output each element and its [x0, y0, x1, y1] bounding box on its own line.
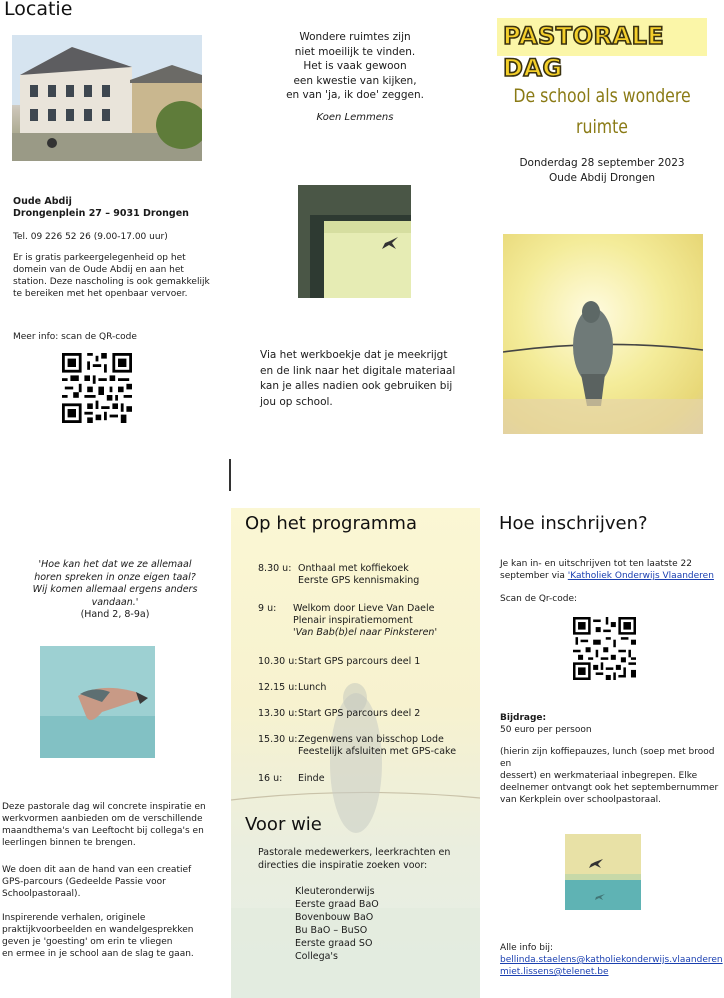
inclusief-line: deelnemer ontvangt ook het septembernummer [500, 783, 719, 793]
locatie-heading: Locatie [4, 0, 73, 20]
quote-author: Koen Lemmens [316, 111, 394, 123]
inschrijven-line: september via [500, 571, 568, 581]
alle-info-text: Alle info bij: [500, 943, 554, 953]
intro-line: Deze pastorale dag wil concrete inspiratie en [2, 802, 206, 812]
bible-line: 'Hoe kan het dat we ze allemaal [38, 559, 192, 570]
voorwie-intro-line: directies die inspiratie zoeken voor: [258, 860, 428, 871]
bijdrage-value: 50 euro per persoon [500, 725, 592, 735]
scan-text: Scan de Qr-code: [500, 594, 578, 604]
bird-sea-painting [565, 834, 641, 910]
programma-time: 8.30 u: [258, 563, 292, 574]
bijdrage-label: Bijdrage: [500, 713, 547, 723]
werkboekje-line: en de link naar het digitale materiaal [260, 364, 456, 377]
programma-activity: Einde [298, 773, 325, 784]
intro-line: We doen dit aan de hand van een creatief [2, 865, 192, 875]
programma-time: 9 u: [258, 603, 277, 614]
pigeon-painting [503, 234, 703, 434]
intro-line: leerlingen binnen te brengen. [2, 838, 136, 848]
cover-date-block [498, 156, 706, 185]
intro-p1 [2, 801, 206, 849]
intro-line: praktijkvoorbeelden en wandelgesprekken [2, 925, 194, 935]
cover-title-line: ruimte [576, 116, 628, 138]
werkboekje-line: jou op school. [260, 395, 333, 408]
quote-line: Het is vaak gewoon [303, 60, 407, 72]
inclusief-text [500, 746, 724, 806]
programma-activity: Zegenwens van bisschop Lode [298, 734, 444, 745]
intro-line: maandthema's van Leeftocht bij collega's en [2, 826, 204, 836]
programma-time: 16 u: [258, 773, 283, 784]
email-link-miet[interactable]: miet.lissens@telenet.be [500, 967, 609, 977]
bird-hand-painting [40, 646, 155, 758]
intro-line: Inspirerende verhalen, originele [2, 913, 146, 923]
werkboekje-line: kan je alles nadien ook gebruiken bij [260, 380, 453, 392]
voorwie-intro-line: Pastorale medewerkers, leerkrachten en [258, 847, 451, 858]
cover-date: Donderdag 28 september 2023 [519, 157, 685, 169]
inschrijven-heading: Hoe inschrijven? [499, 513, 648, 534]
programma-activity: Onthaal met koffiekoek [298, 563, 409, 574]
intro-line: en ermee in je school aan de slag te gaan. [2, 949, 194, 959]
quote-line: Wondere ruimtes zijn [299, 31, 411, 43]
qr-code-inschrijven[interactable] [573, 617, 636, 680]
programma-time: 12.15 u: [258, 682, 298, 693]
programma-activity: Start GPS parcours deel 1 [298, 656, 421, 667]
venue-name: Oude Abdij [13, 196, 72, 207]
programma-activity: Lunch [298, 682, 327, 693]
quote-line: niet moeilijk te vinden. [294, 45, 416, 58]
voorwie-group: Eerste graad SO [295, 938, 373, 949]
intro-line: werkvormen aanbieden om de verschillende [2, 814, 203, 824]
programma-activity: Welkom door Lieve Van Daele [293, 603, 435, 614]
cover-title [506, 81, 697, 143]
parking-text [13, 252, 210, 300]
voorwie-group: Eerste graad BaO [295, 899, 379, 910]
voorwie-group: Bu BaO – BuSO [295, 925, 368, 936]
parking-line: Er is gratis parkeergelegenheid op het [13, 253, 186, 263]
voorwie-group: Collega's [295, 951, 338, 962]
programma-time: 15.30 u: [258, 734, 298, 745]
intro-line: Schoolpastoraal). [2, 889, 81, 899]
bird-window-painting [298, 185, 411, 298]
inclusief-line: van Kerkplein over schoolpastoraal. [500, 795, 661, 805]
email-link-bellinda[interactable]: bellinda.staelens@katholiekonderwijs.vlaanderen [500, 955, 723, 965]
inschrijven-text [500, 558, 722, 582]
intro-line: GPS-parcours (Gedeelde Passie voor [2, 877, 166, 887]
intro-line: geven je 'goesting' om erin te vliegen [2, 937, 173, 947]
venue-address: Drongenplein 27 – 9031 Drongen [13, 208, 189, 219]
voorwie-heading: Voor wie [245, 814, 322, 835]
bible-reference: (Hand 2, 8-9a) [80, 609, 150, 620]
text-cursor-divider [229, 459, 231, 491]
inclusief-line: dessert) en werkmateriaal inbegrepen. Elke [500, 771, 698, 781]
bible-quote [10, 559, 220, 622]
cover-title-line: De school als wondere [513, 85, 691, 107]
voorwie-intro [258, 846, 450, 872]
quote-line: een kwestie van kijken, [293, 74, 417, 87]
programma-activity: Plenair inspiratiemoment [293, 615, 413, 626]
parking-line: domein van de Oude Abdij en aan het [13, 265, 184, 275]
bible-line: horen spreken in onze eigen taal? [34, 571, 196, 583]
more-info-text: Meer info: scan de QR-code [13, 332, 137, 342]
intro-p2 [2, 864, 191, 900]
programma-time: 10.30 u: [258, 656, 298, 667]
voorwie-groups [295, 885, 379, 963]
programma-time: 13.30 u: [258, 708, 298, 719]
voorwie-group: Kleuteronderwijs [295, 886, 375, 897]
voorwie-group: Bovenbouw BaO [295, 912, 374, 923]
werkboekje-text [260, 348, 455, 410]
inschrijven-line: Je kan in- en uitschrijven tot ten laatste 22 [500, 559, 692, 569]
banner-title: PASTORALE DAG [503, 22, 665, 82]
cover-place: Oude Abdij Drongen [548, 171, 656, 184]
intro-p3 [2, 912, 194, 960]
programma-activity: Feestelijk afsluiten met GPS-cake [298, 746, 457, 757]
quote-block [247, 30, 463, 125]
qr-code-locatie[interactable] [62, 353, 132, 423]
parking-line: station. Deze nascholing is ook gemakkelijk [13, 277, 210, 287]
parking-line: te bereiken met het openbaar vervoer. [13, 289, 188, 299]
katholiek-onderwijs-link[interactable]: 'Katholiek Onderwijs Vlaanderen [567, 571, 714, 581]
programma-activity: Eerste GPS kennismaking [298, 575, 420, 586]
programma-activity: Start GPS parcours deel 2 [298, 708, 421, 719]
programma-activity: 'Van Bab(b)el naar Pinksteren' [293, 627, 438, 638]
inclusief-line: (hierin zijn koffiepauzes, lunch (soep met brood en [500, 747, 715, 769]
quote-line: en van 'ja, ik doe' zeggen. [286, 89, 424, 101]
abbey-photo [12, 35, 202, 161]
werkboekje-line: Via het werkboekje dat je meekrijgt [260, 349, 448, 361]
programma-heading: Op het programma [245, 513, 417, 534]
venue-phone: Tel. 09 226 52 26 (9.00-17.00 uur) [13, 232, 168, 242]
bible-line: Wij komen allemaal ergens anders vandaan.' [32, 584, 198, 608]
